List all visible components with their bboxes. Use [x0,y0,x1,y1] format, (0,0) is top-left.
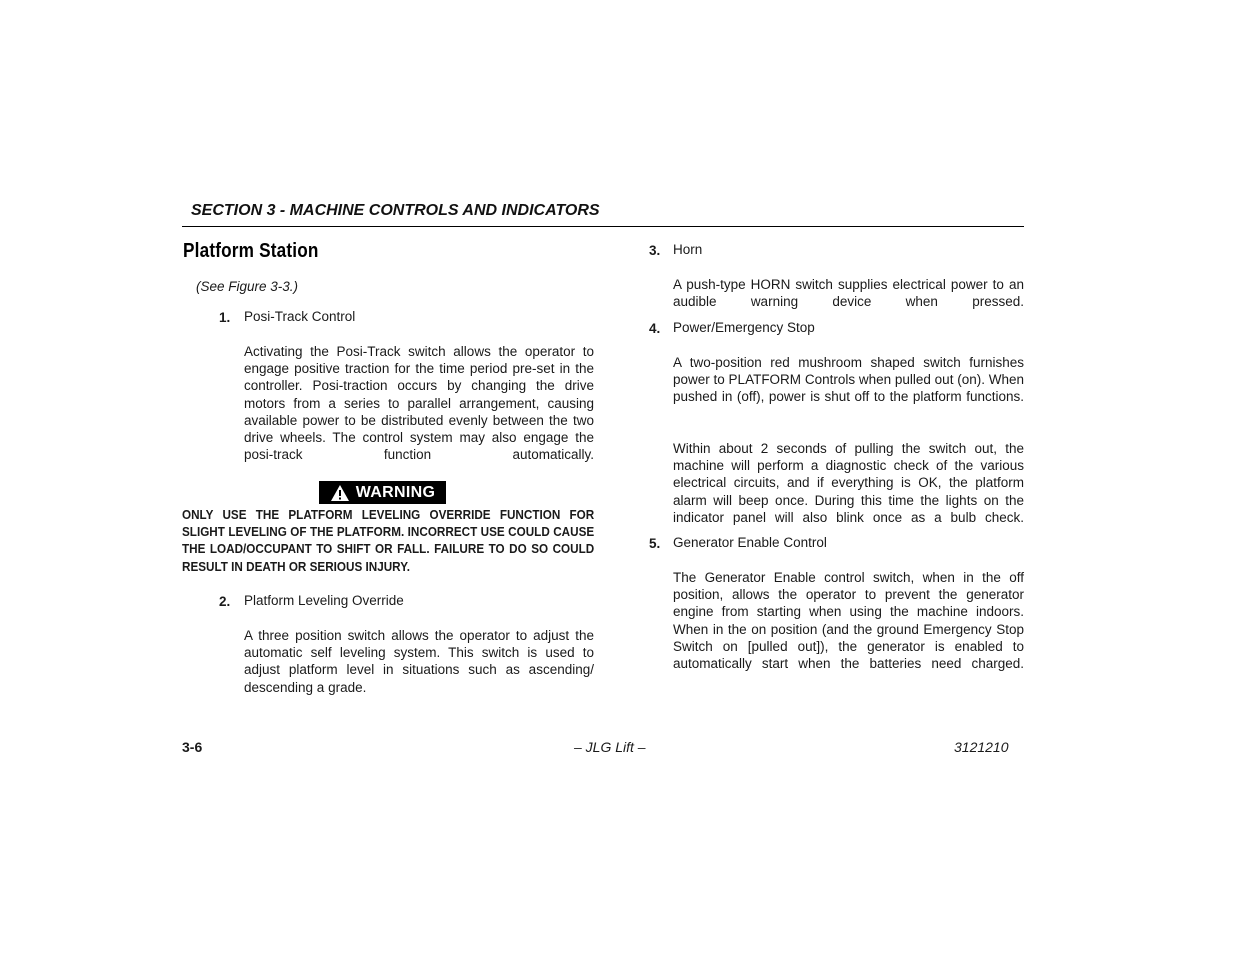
list-item [649,320,660,338]
warning-text: ONLY USE THE PLATFORM LEVELING OVERRIDE FUNCTION FOR SLIGHT LEVELING OF THE PLATFORM. INCORRECT USE COULD CAUSE THE LOAD/OCCUPANT TO SHIFT OR FALL. FAILURE TO DO SO COULD RESULT IN DEATH OR SERIOUS INJURY. [182,507,595,574]
document-number: 3121210 [954,739,1009,755]
section-title: SECTION 3 - MACHINE CONTROLS AND INDICATORS [191,202,600,219]
item-paragraph: The Generator Enable control switch, when in the off position, allows the operator to prevent the generator engine from starting when using the machine indoors. When in the on position (and the ground Emergency Stop Switch on [pulled out]), the generator is enabled to automatically start when the batteries need charged. [673,570,1024,672]
item-title: Power/Emergency Stop [673,320,815,335]
list-item [219,593,230,611]
item-paragraph: A push-type HORN switch supplies electrical power to an audible warning device when pressed. [673,277,1024,310]
item-title: Posi-Track Control [244,309,356,324]
item-title: Generator Enable Control [673,535,827,550]
item-number: 3. [649,243,661,258]
page-heading: Platform Station [183,240,319,262]
list-item [649,535,660,553]
item-title: Horn [673,242,703,257]
warning-triangle-icon [330,484,350,502]
footer-publisher: – JLG Lift – [574,739,646,755]
list-item [219,309,230,327]
item-paragraph: A two-position red mushroom shaped switch furnishes power to PLATFORM Controls when pulled out (on). When pushed in (off), power is shut off to the platform functions. [673,355,1024,405]
item-number: 1. [219,310,231,325]
item-paragraph: Within about 2 seconds of pulling the switch out, the machine will perform a diagnostic check of the various electrical circuits, and if everything is OK, the platform alarm will beep once. During this time the lights on the indicator panel will also blink once as a bulb check. [673,441,1024,525]
figure-reference: (See Figure 3-3.) [196,279,299,294]
header-rule [182,226,1024,227]
item-paragraph: Activating the Posi-Track switch allows the operator to engage positive traction for the time period pre-set in the controller. Posi-traction occurs by changing the drive motors from a series to parallel arrangement, causing available power to be distributed evenly between the two drive wheels. The control system may also engage the posi-track function automatically. [244,344,594,463]
item-paragraph: A three position switch allows the operator to adjust the automatic self leveling system. This switch is used to adjust platform level in situations such as ascending/ descending a grade. [244,628,594,695]
item-title: Platform Leveling Override [244,593,404,608]
item-number: 5. [649,536,661,551]
page-number: 3-6 [182,739,203,755]
warning-label: WARNING [355,483,436,501]
item-number: 4. [649,321,661,336]
item-number: 2. [219,594,231,609]
warning-badge [319,481,446,504]
list-item [649,242,660,260]
